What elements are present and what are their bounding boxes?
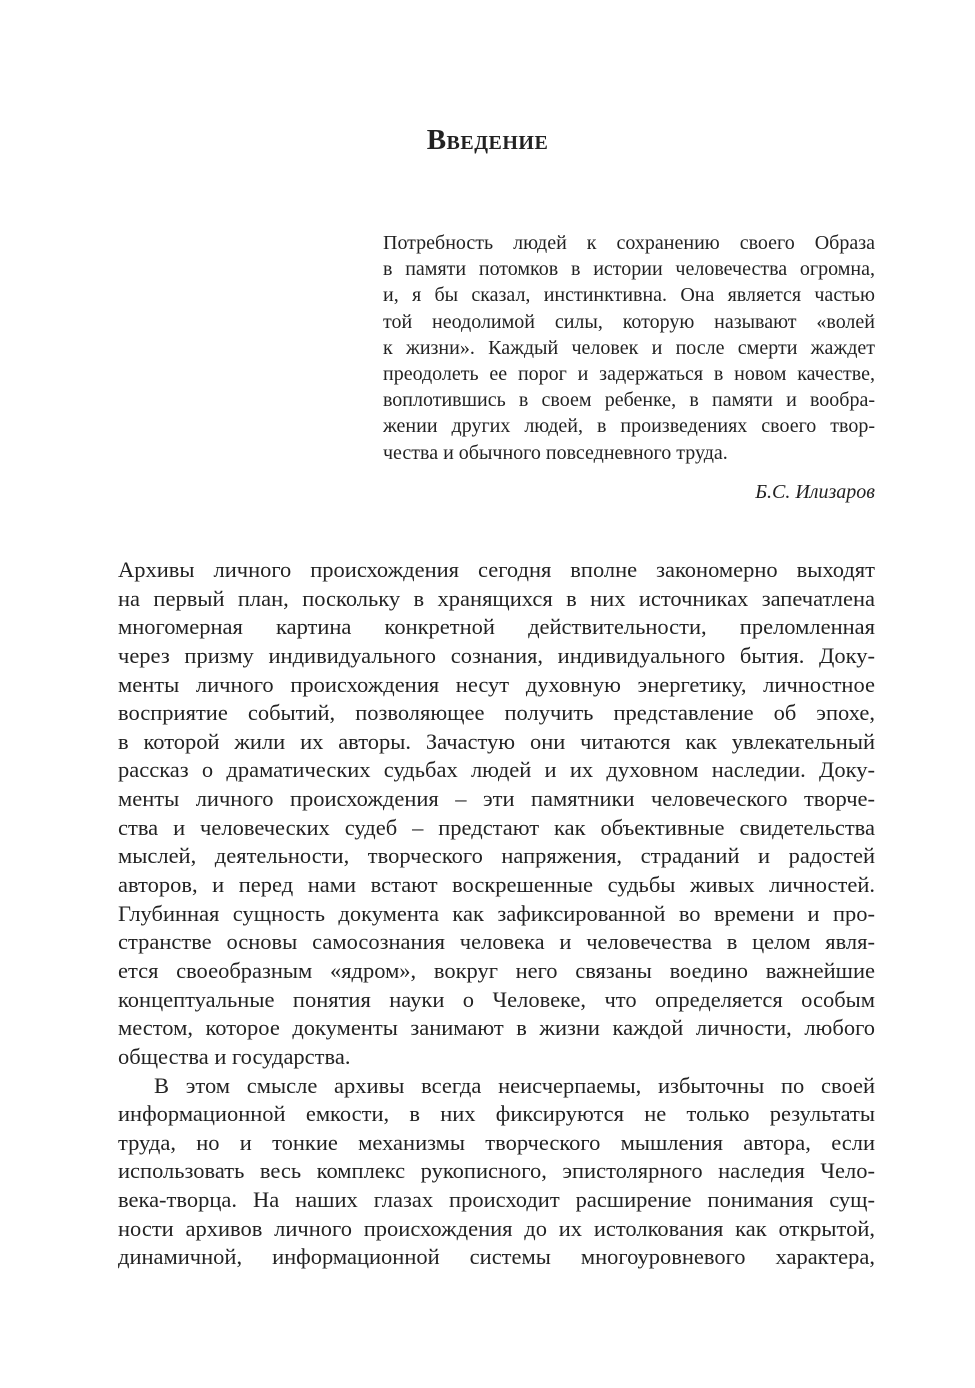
text-line: авторов, и перед нами встают воскрешенные судьбы живых личностей. [118,872,875,898]
epigraph-line: в памяти потомков в истории человечества огромна, [383,258,875,281]
text-line: Архивы личного происхождения сегодня вполне закономерно выходят [118,557,875,582]
text-line: через призму индивидуального сознания, индивидуального бытия. Доку- [118,642,875,668]
text-line: восприятие событий, позволяющее получить представление об эпохе, [118,700,875,726]
text-line: труда, но и тонкие механизмы творческого мышления автора, если [118,1129,875,1155]
epigraph-line: жении других людей, в произведениях своего твор- [383,415,875,438]
text-line: ется своеобразным «ядром», вокруг него связаны воедино важнейшие [118,957,875,983]
text-line: века-творца. На наших глазах происходит расширение понимания сущ- [118,1187,875,1213]
page-title [0,124,975,157]
text-line: на первый план, поскольку в хранящихся в них источниках запечатлена [118,585,875,611]
epigraph-line: преодолеть ее порог и задержаться в новом качестве, [383,362,875,385]
text-line: ства и человеческих судеб – предстают как объективные свидетельства [118,814,875,840]
text-line: мыслей, деятельности, творческого напряжения, страданий и радостей [118,843,875,869]
text-line: местом, которое документы занимают в жизни каждой личности, любого [118,1015,875,1041]
text-line: менты личного происхождения несут духовную энергетику, личностное [118,671,875,697]
epigraph-line: и, я бы сказал, инстинктивна. Она является частью [383,284,875,307]
text-line: концептуальные понятия науки о Человеке, что определяется особым [118,986,875,1012]
main-text [118,556,875,1272]
epigraph [383,230,875,466]
text-line: информационной емкости, в них фиксируются не только результаты [118,1101,875,1127]
epigraph-line: той неодолимой силы, которую называют «волей [383,310,875,333]
text-line: использовать весь комплекс рукописного, эпистолярного наследия Чело- [118,1158,875,1184]
text-line: динамичной, информационной системы многоуровневого характера, [118,1244,875,1270]
epigraph-line: Потребность людей к сохранению своего Образа [383,232,875,254]
text-line: странстве основы самосознания человека и человечества в целом явля- [118,929,875,955]
text-line: В этом смысле архивы всегда неисчерпаемы, избыточны по своей [154,1072,875,1098]
text-line: ности архивов личного происхождения до их истолкования как открытой, [118,1215,875,1241]
paragraph-1 [118,556,875,1072]
epigraph-author: Б.С. Илизаров [755,481,875,503]
text-line: рассказ о драматических судьбах людей и их духовном наследии. Доку- [118,757,875,783]
text-line: Глубинная сущность документа как зафиксированной во времени и про- [118,900,875,926]
text-line: общества и государства. [118,1043,351,1069]
page-title-text: Введение [426,124,549,156]
epigraph-line: к жизни». Каждый человек и после смерти жаждет [383,336,875,359]
text-line: в которой жили их авторы. Зачастую они читаются как увлекательный [118,728,875,754]
epigraph-line: воплотившись в своем ребенке, в памяти и вообра- [383,389,875,412]
paragraph-2 [118,1072,875,1272]
epigraph-line: чества и обычного повседневного труда. [383,441,728,464]
text-line: менты личного происхождения – эти памятники человеческого творче- [118,786,875,812]
text-line: многомерная картина конкретной действительности, преломленная [118,614,875,640]
